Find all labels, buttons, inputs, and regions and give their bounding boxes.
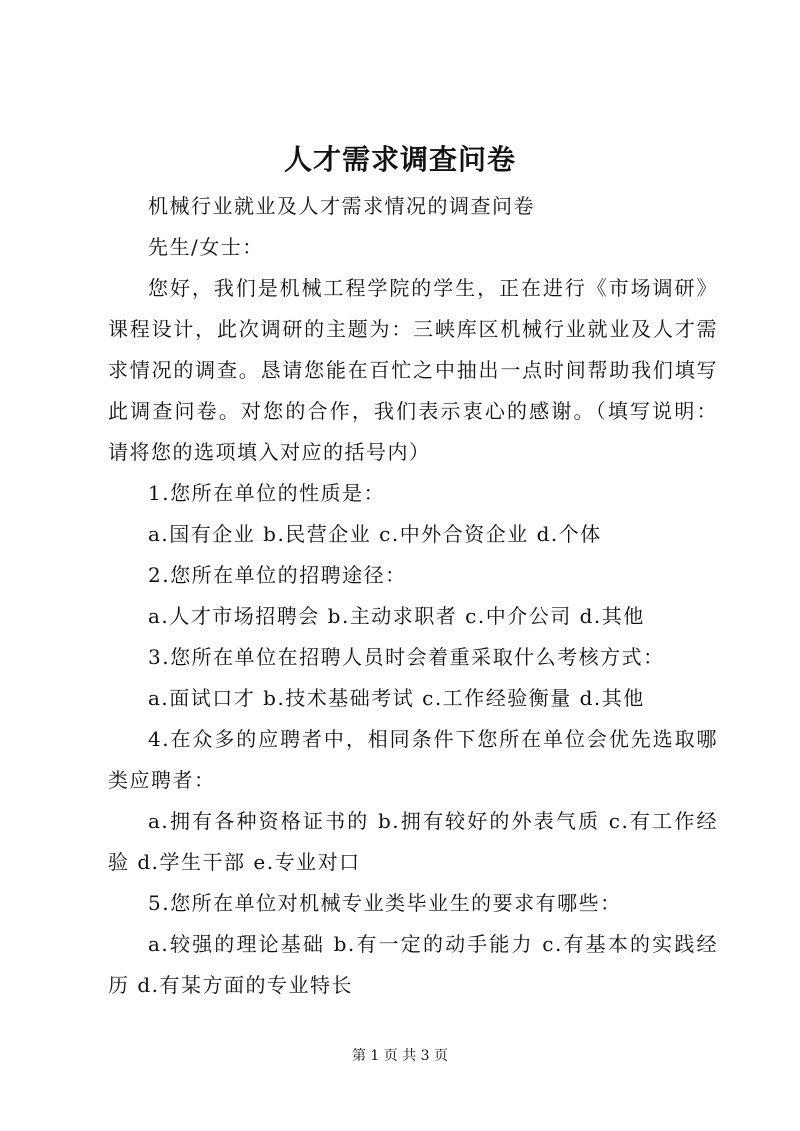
salutation-paragraph: 先生/女士：: [148, 235, 264, 259]
question-1: 1.您所在单位的性质是：: [148, 481, 386, 505]
question-5-options: a.较强的理论基础 b.有一定的动手能力 c.有基本的实践经历 d.有某方面的专业特长: [108, 932, 718, 997]
intro-paragraph: 您好，我们是机械工程学院的学生，正在进行《市场调研》课程设计，此次调研的主题为：三峡库区机械行业就业及人才需求情况的调查。恳请您能在百忙之中抽出一点时间帮助我们填写此调查问卷。对您的合作，我们表示衷心的感谢。（填写说明：请将您的选项填入对应的括号内）: [108, 276, 718, 464]
page-footer: 第 1 页 共 3 页: [351, 1048, 449, 1064]
question-2: 2.您所在单位的招聘途径：: [148, 563, 407, 587]
document-title: 人才需求调查问卷: [283, 143, 516, 176]
question-1-options: a.国有企业 b.民营企业 c.中外合资企业 d.个体: [148, 522, 602, 546]
question-4-options: a.拥有各种资格证书的 b.拥有较好的外表气质 c.有工作经验 d.学生干部 e.专业对口: [108, 809, 718, 874]
question-3: 3.您所在单位在招聘人员时会着重采取什么考核方式：: [148, 645, 665, 669]
subtitle-paragraph: 机械行业就业及人才需求情况的调查问卷: [148, 194, 535, 218]
document-body: [108, 186, 718, 1006]
question-5: 5.您所在单位对机械专业类毕业生的要求有哪些：: [148, 891, 622, 915]
question-4: 4.在众多的应聘者中，相同条件下您所在单位会优先选取哪类应聘者：: [108, 727, 718, 792]
question-3-options: a.面试口才 b.技术基础考试 c.工作经验衡量 d.其他: [148, 686, 645, 710]
question-2-options: a.人才市场招聘会 b.主动求职者 c.中介公司 d.其他: [148, 604, 645, 628]
